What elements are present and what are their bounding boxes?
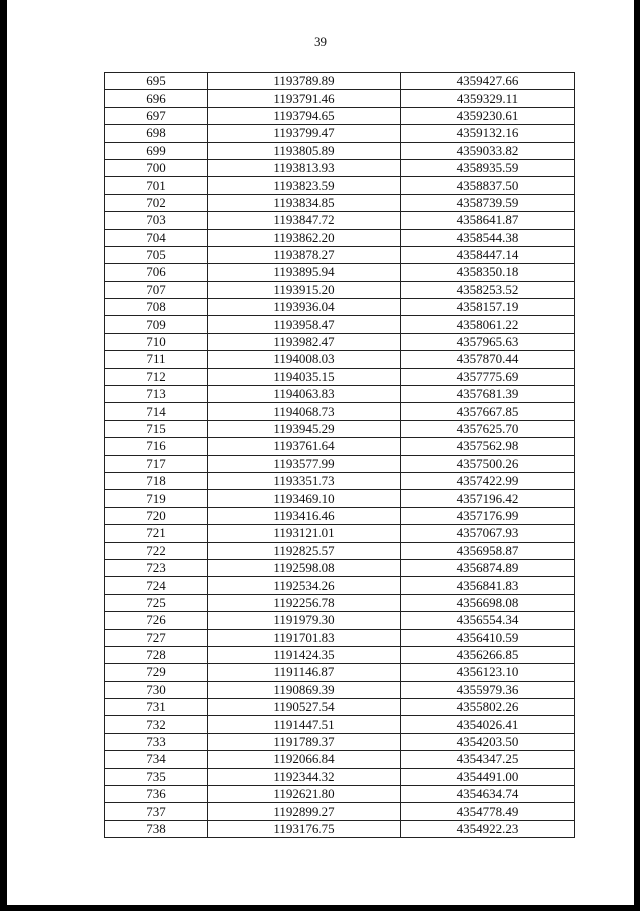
x-coordinate-cell: 1192825.57 [208, 542, 401, 559]
y-coordinate-cell: 4358447.14 [401, 246, 575, 263]
point-number-cell: 709 [105, 316, 208, 333]
y-coordinate-cell: 4357500.26 [401, 455, 575, 472]
y-coordinate-cell: 4357870.44 [401, 351, 575, 368]
table-row [105, 525, 575, 542]
table-row [105, 194, 575, 211]
x-coordinate-cell: 1193813.93 [208, 159, 401, 176]
y-coordinate-cell: 4356123.10 [401, 664, 575, 681]
y-coordinate-cell: 4357965.63 [401, 333, 575, 350]
table-row [105, 333, 575, 350]
point-number-cell: 735 [105, 768, 208, 785]
x-coordinate-cell: 1190869.39 [208, 681, 401, 698]
point-number-cell: 732 [105, 716, 208, 733]
table-row [105, 264, 575, 281]
x-coordinate-cell: 1190527.54 [208, 699, 401, 716]
point-number-cell: 714 [105, 403, 208, 420]
x-coordinate-cell: 1193958.47 [208, 316, 401, 333]
x-coordinate-cell: 1193416.46 [208, 507, 401, 524]
y-coordinate-cell: 4357667.85 [401, 403, 575, 420]
y-coordinate-cell: 4358837.50 [401, 177, 575, 194]
x-coordinate-cell: 1193945.29 [208, 420, 401, 437]
x-coordinate-cell: 1193895.94 [208, 264, 401, 281]
x-coordinate-cell: 1191146.87 [208, 664, 401, 681]
x-coordinate-cell: 1193761.64 [208, 438, 401, 455]
point-number-cell: 716 [105, 438, 208, 455]
x-coordinate-cell: 1191447.51 [208, 716, 401, 733]
table-row [105, 107, 575, 124]
table-row [105, 246, 575, 263]
table-row [105, 803, 575, 820]
table-row [105, 681, 575, 698]
table-row [105, 142, 575, 159]
x-coordinate-cell: 1192344.32 [208, 768, 401, 785]
y-coordinate-cell: 4357681.39 [401, 386, 575, 403]
y-coordinate-cell: 4359132.16 [401, 125, 575, 142]
point-number-cell: 725 [105, 594, 208, 611]
point-number-cell: 699 [105, 142, 208, 159]
x-coordinate-cell: 1194068.73 [208, 403, 401, 420]
x-coordinate-cell: 1193834.85 [208, 194, 401, 211]
page-number: 39 [314, 34, 327, 49]
y-coordinate-cell: 4357562.98 [401, 438, 575, 455]
y-coordinate-cell: 4358061.22 [401, 316, 575, 333]
point-number-cell: 712 [105, 368, 208, 385]
point-number-cell: 700 [105, 159, 208, 176]
y-coordinate-cell: 4357775.69 [401, 368, 575, 385]
point-number-cell: 701 [105, 177, 208, 194]
document-page [7, 0, 634, 905]
y-coordinate-cell: 4354347.25 [401, 751, 575, 768]
point-number-cell: 734 [105, 751, 208, 768]
table-row [105, 786, 575, 803]
y-coordinate-cell: 4357422.99 [401, 472, 575, 489]
y-coordinate-cell: 4356841.83 [401, 577, 575, 594]
x-coordinate-cell: 1193805.89 [208, 142, 401, 159]
x-coordinate-cell: 1192256.78 [208, 594, 401, 611]
table-row [105, 472, 575, 489]
table-row [105, 716, 575, 733]
point-number-cell: 728 [105, 646, 208, 663]
table-row [105, 577, 575, 594]
point-number-cell: 702 [105, 194, 208, 211]
point-number-cell: 698 [105, 125, 208, 142]
table-row [105, 455, 575, 472]
x-coordinate-cell: 1193982.47 [208, 333, 401, 350]
x-coordinate-cell: 1192621.80 [208, 786, 401, 803]
y-coordinate-cell: 4356698.08 [401, 594, 575, 611]
point-number-cell: 707 [105, 281, 208, 298]
point-number-cell: 705 [105, 246, 208, 263]
y-coordinate-cell: 4356410.59 [401, 629, 575, 646]
table-row [105, 351, 575, 368]
x-coordinate-cell: 1194035.15 [208, 368, 401, 385]
y-coordinate-cell: 4356874.89 [401, 559, 575, 576]
point-number-cell: 730 [105, 681, 208, 698]
point-number-cell: 696 [105, 90, 208, 107]
table-row [105, 73, 575, 90]
table-row [105, 768, 575, 785]
x-coordinate-cell: 1193469.10 [208, 490, 401, 507]
table-row [105, 316, 575, 333]
point-number-cell: 708 [105, 299, 208, 316]
point-number-cell: 717 [105, 455, 208, 472]
point-number-cell: 731 [105, 699, 208, 716]
point-number-cell: 723 [105, 559, 208, 576]
y-coordinate-cell: 4358935.59 [401, 159, 575, 176]
x-coordinate-cell: 1191979.30 [208, 612, 401, 629]
y-coordinate-cell: 4358739.59 [401, 194, 575, 211]
point-number-cell: 704 [105, 229, 208, 246]
table-row [105, 229, 575, 246]
x-coordinate-cell: 1192534.26 [208, 577, 401, 594]
table-row [105, 212, 575, 229]
y-coordinate-cell: 4357176.99 [401, 507, 575, 524]
point-number-cell: 724 [105, 577, 208, 594]
point-number-cell: 726 [105, 612, 208, 629]
table-row [105, 299, 575, 316]
y-coordinate-cell: 4354922.23 [401, 820, 575, 837]
table-row [105, 368, 575, 385]
x-coordinate-cell: 1192598.08 [208, 559, 401, 576]
table-row [105, 664, 575, 681]
x-coordinate-cell: 1193351.73 [208, 472, 401, 489]
y-coordinate-cell: 4355802.26 [401, 699, 575, 716]
y-coordinate-cell: 4354026.41 [401, 716, 575, 733]
point-number-cell: 706 [105, 264, 208, 281]
table-row [105, 386, 575, 403]
x-coordinate-cell: 1193847.72 [208, 212, 401, 229]
table-row [105, 751, 575, 768]
x-coordinate-cell: 1193791.46 [208, 90, 401, 107]
table-row [105, 542, 575, 559]
x-coordinate-cell: 1193799.47 [208, 125, 401, 142]
x-coordinate-cell: 1193936.04 [208, 299, 401, 316]
point-number-cell: 738 [105, 820, 208, 837]
x-coordinate-cell: 1193915.20 [208, 281, 401, 298]
y-coordinate-cell: 4354634.74 [401, 786, 575, 803]
point-number-cell: 736 [105, 786, 208, 803]
point-number-cell: 695 [105, 73, 208, 90]
point-number-cell: 710 [105, 333, 208, 350]
table-row [105, 507, 575, 524]
table-row [105, 629, 575, 646]
point-number-cell: 703 [105, 212, 208, 229]
table-row [105, 594, 575, 611]
table-row [105, 612, 575, 629]
point-number-cell: 727 [105, 629, 208, 646]
y-coordinate-cell: 4356958.87 [401, 542, 575, 559]
table-row [105, 90, 575, 107]
table-row [105, 125, 575, 142]
x-coordinate-cell: 1193862.20 [208, 229, 401, 246]
y-coordinate-cell: 4358157.19 [401, 299, 575, 316]
table-row [105, 281, 575, 298]
table-row [105, 559, 575, 576]
point-number-cell: 733 [105, 733, 208, 750]
y-coordinate-cell: 4357196.42 [401, 490, 575, 507]
x-coordinate-cell: 1193823.59 [208, 177, 401, 194]
point-number-cell: 720 [105, 507, 208, 524]
point-number-cell: 721 [105, 525, 208, 542]
y-coordinate-cell: 4358544.38 [401, 229, 575, 246]
table-row [105, 159, 575, 176]
x-coordinate-cell: 1193794.65 [208, 107, 401, 124]
coordinates-table [104, 72, 575, 838]
y-coordinate-cell: 4359329.11 [401, 90, 575, 107]
table-row [105, 820, 575, 837]
table-row [105, 646, 575, 663]
y-coordinate-cell: 4356554.34 [401, 612, 575, 629]
table-row [105, 420, 575, 437]
point-number-cell: 722 [105, 542, 208, 559]
x-coordinate-cell: 1193577.99 [208, 455, 401, 472]
y-coordinate-cell: 4354491.00 [401, 768, 575, 785]
point-number-cell: 718 [105, 472, 208, 489]
point-number-cell: 715 [105, 420, 208, 437]
point-number-cell: 713 [105, 386, 208, 403]
table-row [105, 403, 575, 420]
y-coordinate-cell: 4358350.18 [401, 264, 575, 281]
y-coordinate-cell: 4354203.50 [401, 733, 575, 750]
coordinates-table-body [105, 73, 575, 838]
x-coordinate-cell: 1193878.27 [208, 246, 401, 263]
x-coordinate-cell: 1191424.35 [208, 646, 401, 663]
x-coordinate-cell: 1193121.01 [208, 525, 401, 542]
x-coordinate-cell: 1194008.03 [208, 351, 401, 368]
table-row [105, 438, 575, 455]
x-coordinate-cell: 1194063.83 [208, 386, 401, 403]
x-coordinate-cell: 1192899.27 [208, 803, 401, 820]
table-row [105, 177, 575, 194]
point-number-cell: 729 [105, 664, 208, 681]
point-number-cell: 737 [105, 803, 208, 820]
table-row [105, 699, 575, 716]
y-coordinate-cell: 4358253.52 [401, 281, 575, 298]
y-coordinate-cell: 4359230.61 [401, 107, 575, 124]
y-coordinate-cell: 4356266.85 [401, 646, 575, 663]
y-coordinate-cell: 4357625.70 [401, 420, 575, 437]
x-coordinate-cell: 1192066.84 [208, 751, 401, 768]
y-coordinate-cell: 4355979.36 [401, 681, 575, 698]
x-coordinate-cell: 1193176.75 [208, 820, 401, 837]
y-coordinate-cell: 4354778.49 [401, 803, 575, 820]
x-coordinate-cell: 1191701.83 [208, 629, 401, 646]
point-number-cell: 697 [105, 107, 208, 124]
y-coordinate-cell: 4358641.87 [401, 212, 575, 229]
y-coordinate-cell: 4359033.82 [401, 142, 575, 159]
x-coordinate-cell: 1193789.89 [208, 73, 401, 90]
point-number-cell: 711 [105, 351, 208, 368]
x-coordinate-cell: 1191789.37 [208, 733, 401, 750]
y-coordinate-cell: 4357067.93 [401, 525, 575, 542]
table-row [105, 490, 575, 507]
y-coordinate-cell: 4359427.66 [401, 73, 575, 90]
table-row [105, 733, 575, 750]
point-number-cell: 719 [105, 490, 208, 507]
